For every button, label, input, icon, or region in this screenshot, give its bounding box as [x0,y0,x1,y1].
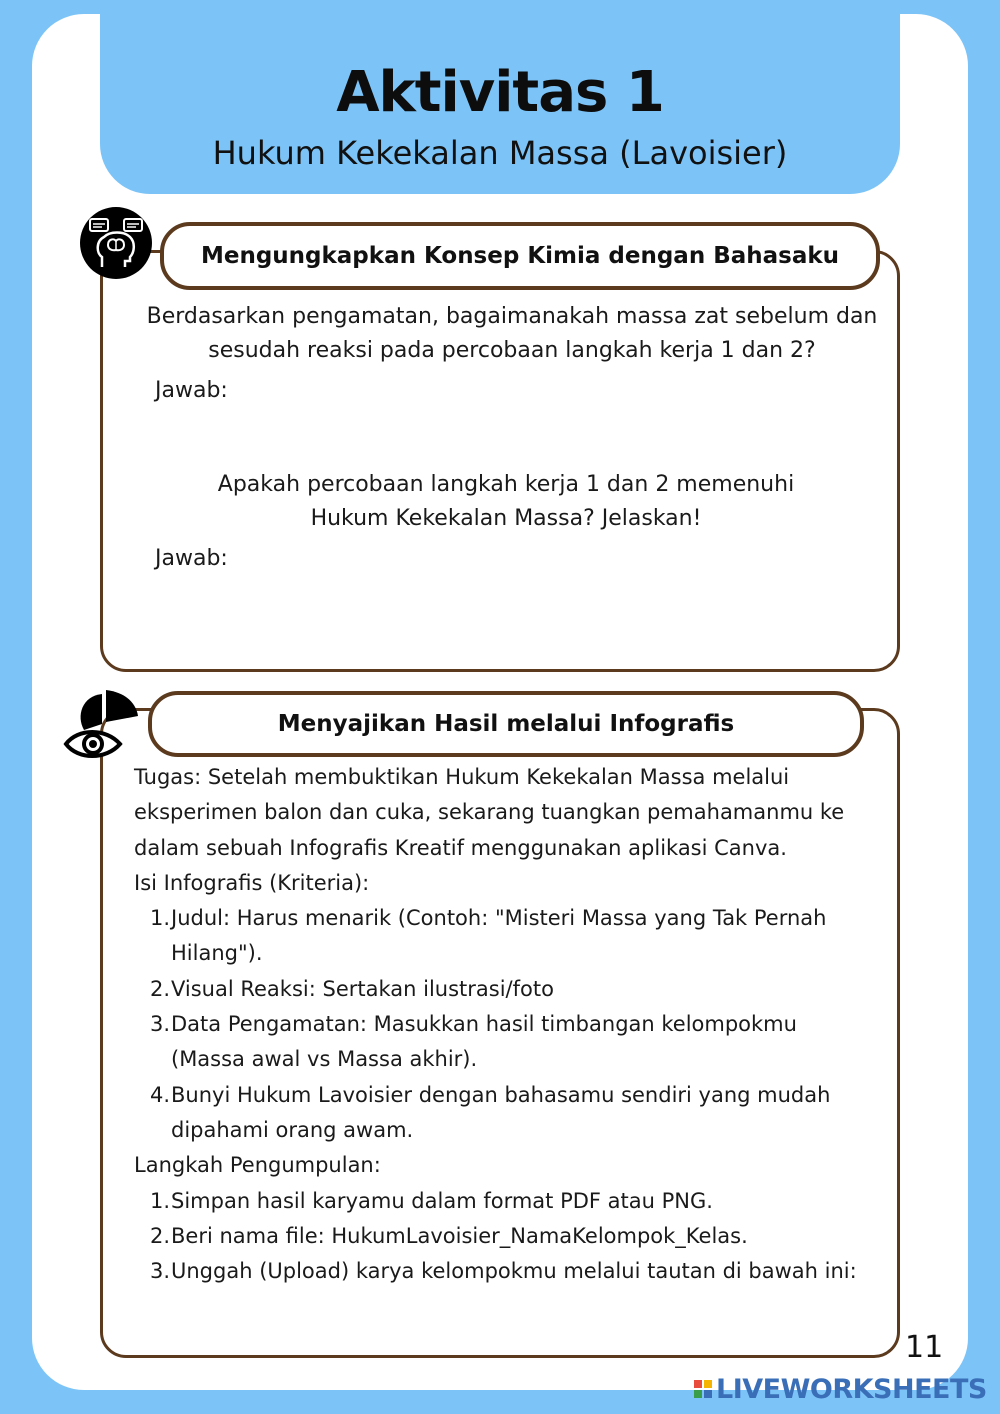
criteria-list [134,901,874,1148]
section2-body [134,760,874,1289]
answer-1-label: Jawab: [155,378,228,403]
page-subtitle: Hukum Kekekalan Massa (Lavoisier) [212,134,788,172]
list-item: 3. Data Pengamatan: Masukkan hasil timbangan kelompokmu (Massa awal vs Massa akhir). [150,1012,797,1072]
list-item: 3. Unggah (Upload) karya kelompokmu melalui tautan di bawah ini: [150,1259,857,1284]
page-number: 11 [905,1330,944,1365]
header-banner [100,14,900,194]
task-text: Tugas: Setelah membuktikan Hukum Kekekalan Massa melalui eksperimen balon dan cuka, sekarang tuangkan pemahamanmu ke dalam sebuah Infografis Kreatif menggunakan aplikasi Canva. [134,765,845,860]
steps-list [134,1184,874,1290]
question-2: Apakah percobaan langkah kerja 1 dan 2 memenuhi Hukum Kekekalan Massa? Jelaskan! [217,472,795,531]
section1-heading: Mengungkapkan Konsep Kimia dengan Bahasaku [160,222,880,290]
list-item: 1. Judul: Harus menarik (Contoh: "Misteri Massa yang Tak Pernah Hilang"). [150,906,827,966]
liveworksheets-logo[interactable] [694,1372,987,1406]
question-1: Berdasarkan pengamatan, bagaimanakah massa zat sebelum dan sesudah reaksi pada percobaan langkah kerja 1 dan 2? [146,304,878,363]
list-item: 1. Simpan hasil karyamu dalam format PDF atau PNG. [150,1188,713,1213]
section2-heading: Menyajikan Hasil melalui Infografis [148,691,864,757]
brain-head-icon [78,205,154,281]
list-item: 2. Beri nama file: HukumLavoisier_NamaKelompok_Kelas. [150,1223,748,1248]
steps-title: Langkah Pengumpulan: [134,1153,381,1178]
eye-chart-icon [62,686,142,762]
criteria-title: Isi Infografis (Kriteria): [134,870,370,895]
answer-2-label: Jawab: [155,546,228,571]
page-title: Aktivitas 1 [336,60,664,125]
list-item: 4. Bunyi Hukum Lavoisier dengan bahasamu sendiri yang mudah dipahami orang awam. [150,1082,831,1142]
list-item: 2. Visual Reaksi: Sertakan ilustrasi/foto [150,976,554,1001]
brand-name: LIVEWORKSHEETS [716,1373,987,1405]
logo-grid-icon [694,1380,712,1398]
